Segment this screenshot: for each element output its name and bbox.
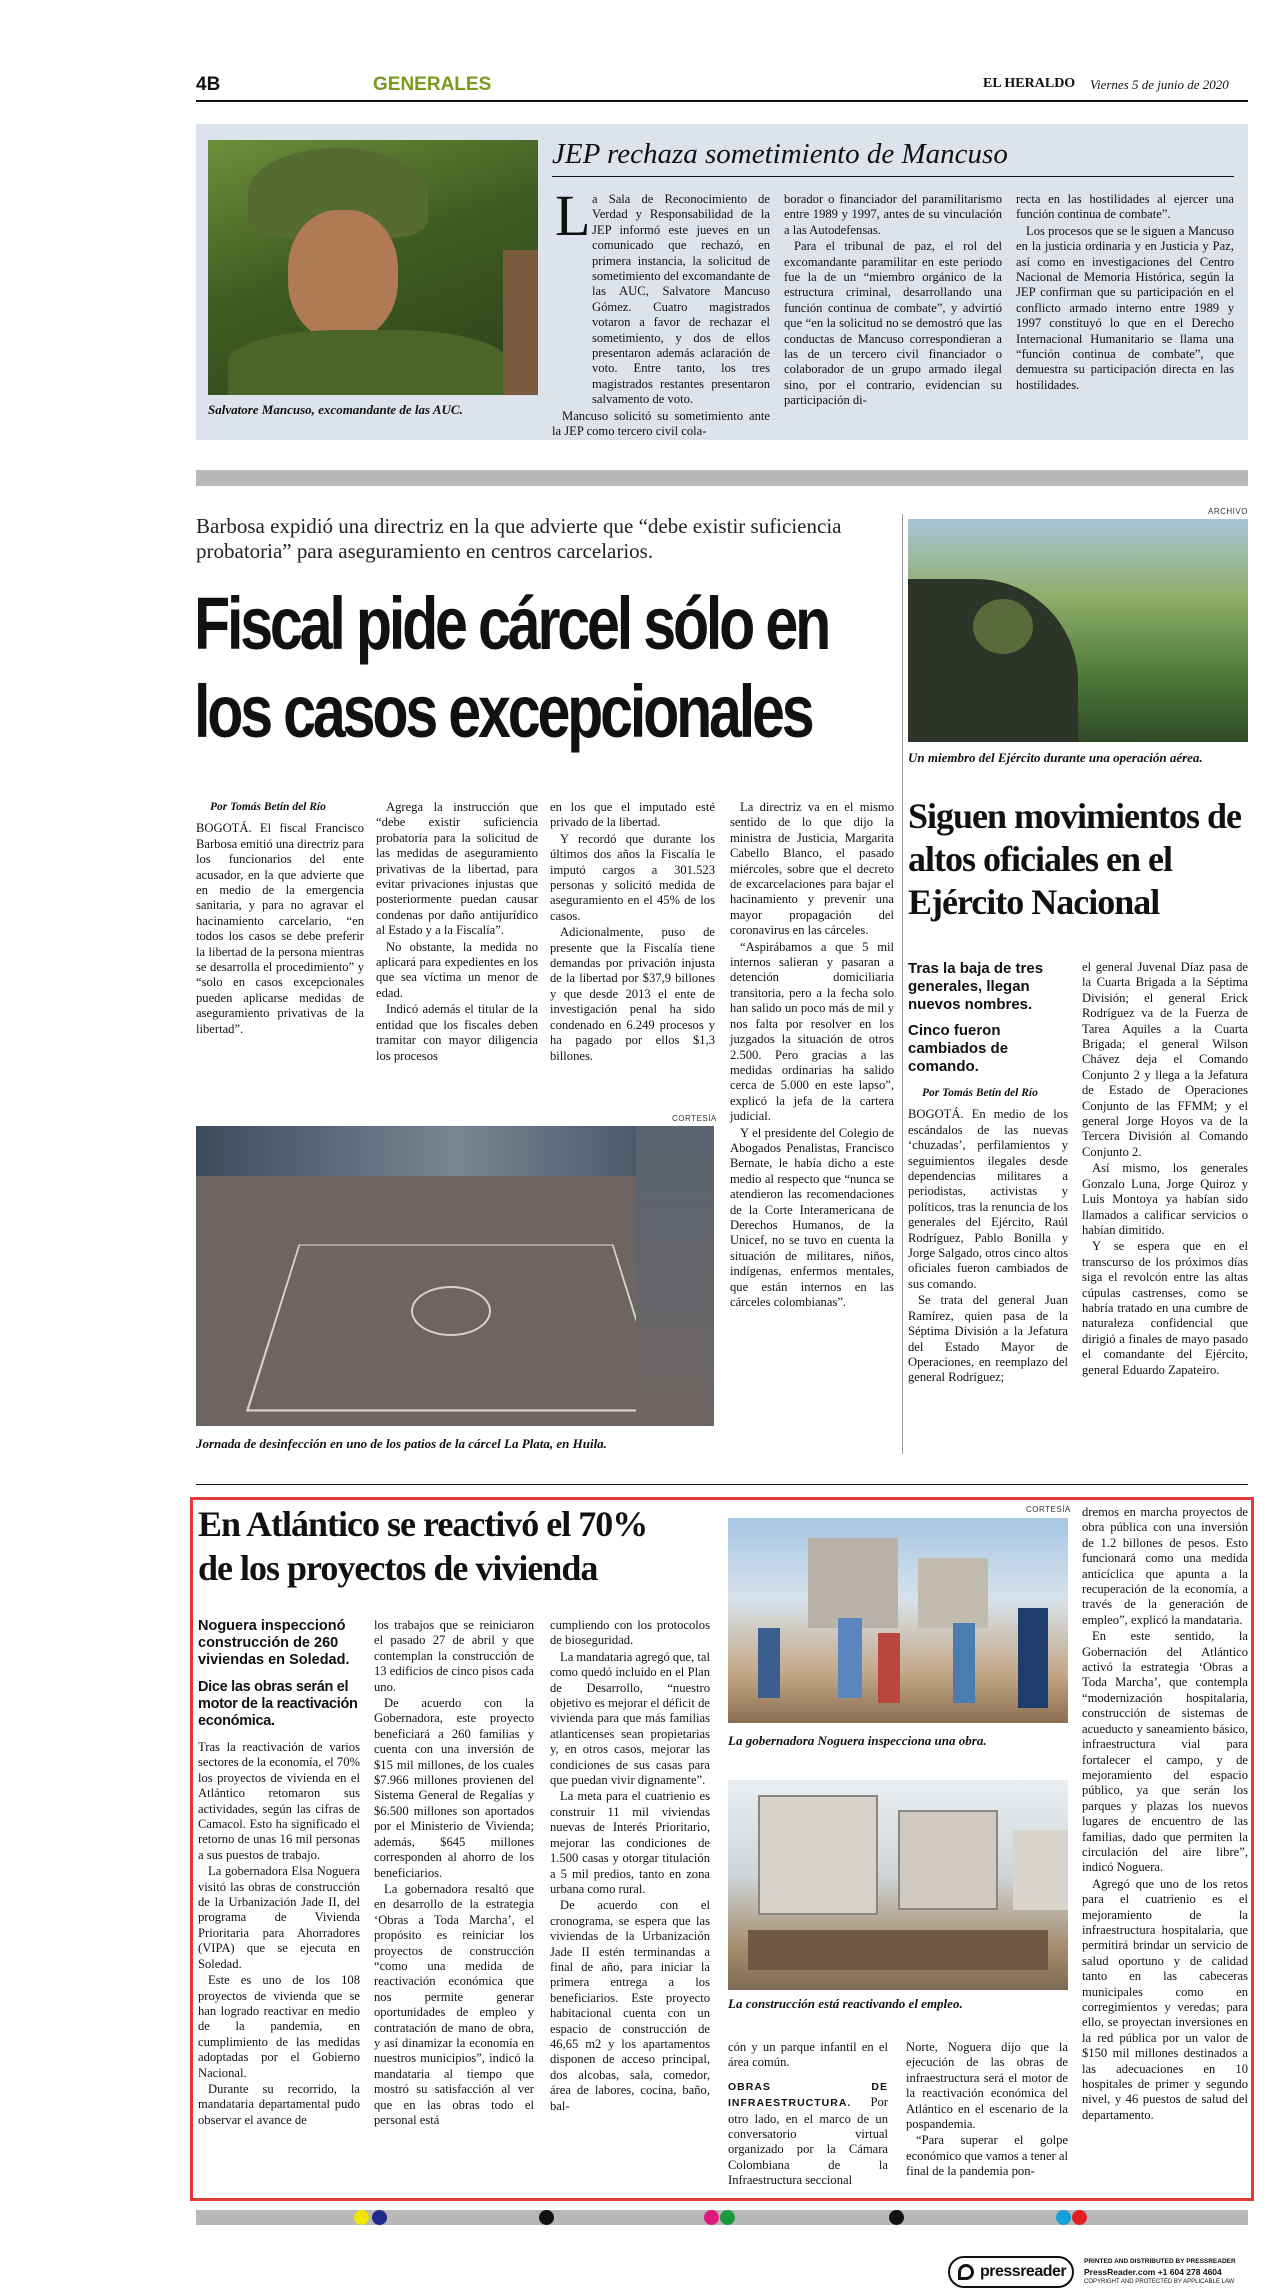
mancuso-photo (208, 140, 538, 395)
atlantico-col6-p3: Agregó que uno de los retos para el cuatrienio es el mejoramiento de la infraestructura hospitalaria, que permitirá brindar un servicio de salud oportuno y de calidad tanto en las cabeceras municipales como en corregimientos y veredas; para ello, se proyectan inversiones en la red pública por un valor de $150 mil millones destinados a las adecuaciones en 10 hospitales de primer y segundo nivel, y 46 puestos de salud del departamento. (1082, 1876, 1248, 2122)
pressreader-line1: PRINTED AND DISTRIBUTED BY PRESSREADER (1084, 2258, 1236, 2265)
jep-dropcap: L (555, 183, 591, 248)
pressreader-icon (958, 2264, 974, 2280)
atlantico-col3-p1: cumpliendo con los protocolos de bioseguridad. (550, 1618, 710, 1648)
atlantico-col3-p2: La mandataria agregó que, tal como quedó incluido en el Plan de Desarrollo, “nuestro objetivo es mejorar el déficit de vivienda para que más familias atlanticenses sean propietarias y, en otros casos, mejorar las condiciones de sus casas para que puedan vivir dignamente”. (550, 1649, 710, 1788)
fiscal-col-1 (196, 800, 364, 1100)
atlantico-col4-text: Por otro lado, en el marco de un conversatorio virtual organizado por la Cámara Colombiana de la Infraestructura seccional (728, 2095, 888, 2188)
fiscal-byline: Por Tomás Betín del Río (210, 801, 326, 813)
army-col2-p1: el general Juvenal Díaz pasa de la Cuarta Brigada a la Séptima División; el general Erick Rodríguez va de la Fuerza de Tarea Aquiles a la Cuarta Brigada; el general Wilson Chávez deja el Comando Conjunto 2 y llega a la Jefatura de Estado de Operaciones Conjunto de las FFMM; y el general Jorge Hoyos va de la Tercera División al Comando Conjunto 2. (1082, 960, 1248, 1159)
person-shape-5 (1018, 1608, 1048, 1708)
atlantico-headline-2: de los proyectos de vivienda (198, 1548, 598, 1588)
army-caption: Un miembro del Ejército durante una operación aérea. (908, 750, 1203, 765)
pressreader-logo: pressreader (980, 2263, 1067, 2280)
governor-caption: La gobernadora Noguera inspecciona una obra. (728, 1733, 987, 1748)
jep-caption: Salvatore Mancuso, excomandante de las AUC. (208, 402, 463, 417)
army-sub1: Tras la baja de tres generales, llegan nuevos nombres. (908, 960, 1044, 1013)
page-number: 4B (196, 74, 221, 95)
atlantico-col4-p1: cón y un parque infantil en el área común. (728, 2040, 888, 2070)
section-divider-bar (196, 470, 1248, 486)
construction-photo (728, 1780, 1068, 1990)
jep-col3-p1: recta en las hostilidades al ejercer una función continua de combate”. (1016, 192, 1234, 222)
jep-col2-p2: Para el tribunal de paz, el rol del excomandante paramilitar en este periodo fue la de un “miembro orgánico de la estructura criminal, desarrollando una función continua de combate”, y advirtió que “en la solicitud no se demostró que las conductas de Mancuso correspondieran a las de un tercero civil financiador o colaborador de un grupo armado ilegal sino, por el contrario, evidencian su participación di- (784, 239, 1002, 408)
prison-center-circle (411, 1286, 491, 1336)
atlantico-col3-p3: La meta para el cuatrienio es construir 11 mil viviendas nuevas de Interés Prioritario, mejorar las condiciones de 1.500 casas y otorgar titulación a 5 mil predios, tanto en zona urbana como rural. (550, 1789, 710, 1896)
army-photo-credit: ARCHIVO (1208, 507, 1248, 516)
atlantico-col4-subhead: OBRAS DE INFRAESTRUCTURA. (728, 2080, 888, 2110)
jep-col2-p1: borador o financiador del paramilitarismo entre 1989 y 1997, antes de su vinculación a las Autodefensas. (784, 192, 1002, 237)
fiscal-col-2 (376, 800, 538, 1100)
person-shape-1 (758, 1628, 780, 1698)
jep-headline-rule (552, 176, 1234, 177)
face-shape (288, 210, 398, 340)
jep-headline: JEP rechaza sometimiento de Mancuso (552, 138, 1008, 170)
jep-col3-p2: Los procesos que se le siguen a Mancuso en la justicia ordinaria y en Justicia y Paz, así como en investigaciones del Centro Nacional de Memoria Histórica, según la JEP confirman que su participación en el conflicto armado interno entre 1989 y 1997 constituyó lo que en el Derecho Internacional Humanitario se llama una “función continua de combate”, que demuestra su participación directa en las hostilidades. (1016, 223, 1234, 392)
jep-col-3 (1016, 192, 1234, 432)
registration-dot-black-2 (889, 2210, 904, 2225)
atlantico-col2-p2: De acuerdo con la Gobernadora, este proyecto beneficiará a 260 familias y cuenta con una inversión de $15 mil millones, de los cuales $7.966 millones provienen del Sistema General de Regalías y $6.500 millones son aportados por el Ministerio de Vivienda; además, $645 millones corresponden al ahorro de los beneficiarios. (374, 1696, 534, 1880)
pressreader-line3: COPYRIGHT AND PROTECTED BY APPLICABLE LAW (1084, 2279, 1235, 2285)
army-byline: Por Tomás Betín del Río (922, 1087, 1038, 1099)
construction-building-2 (898, 1810, 998, 1910)
fiscal-headline-1: Fiscal pide cárcel sólo en (194, 582, 829, 665)
atlantico-sub2: Dice las obras serán el motor de la reactivación económica. (198, 1679, 358, 1729)
registration-dot-green (720, 2210, 735, 2225)
atlantico-col-3 (550, 1618, 710, 2198)
fiscal-col2-p1: Agrega la instrucción que “debe existir suficiencia probatoria para la solicitud de las medidas de aseguramiento privativas de la libertad, para evitar privaciones injustas que posteriormente puedan causar condenas por daño antijurídico al Estado y a la Fiscalía”. (376, 800, 538, 938)
army-helicopter-photo (908, 519, 1248, 742)
registration-dot-black-1 (539, 2210, 554, 2225)
registration-dot-yellow (354, 2210, 369, 2225)
fiscal-headline-2: los casos excepcionales (194, 670, 812, 753)
army-headline: Siguen movimientos de altos oficiales en el Ejército Nacional (908, 796, 1242, 922)
atlantico-headline-1: En Atlántico se reactivó el 70% (198, 1504, 648, 1544)
atlantico-col1-p1: Tras la reactivación de varios sectores de la economía, el 70% los proyectos de vivienda en el Atlántico retomaron sus actividades, según las cifras de Camacol. Esto ha significado el retorno de unas 16 mil personas a sus puestos de trabajo. (198, 1740, 360, 1862)
atlantico-col1-p3: Este es uno de los 108 proyectos de vivienda que se han logrado reactivar en medio de la pandemia, en cumplimiento de las medidas adoptadas por el Gobierno Nacional. (198, 1973, 360, 2080)
fiscal-col2-p3: Indicó además el titular de la entidad que los fiscales deben tramitar con mayor diligencia los procesos (376, 1002, 538, 1063)
building-shape-2 (918, 1558, 988, 1628)
atlantico-col-1 (198, 1618, 360, 2198)
registration-dot-magenta (704, 2210, 719, 2225)
registration-dot-blue (372, 2210, 387, 2225)
fiscal-col2-p2: No obstante, la medida no aplicará para expedientes en los que sea víctima un menor de edad. (376, 939, 538, 1000)
mid-page-rule (196, 1484, 1248, 1485)
fiscal-col4-p2: “Aspirábamos a que 5 mil internos salieran y pasaran a detención domiciliaria transitoria, pero a la fecha solo han salido un poco más de mil y nos falta por resolver en los juzgados la situación de otros 2.500. Pero gracias a las medidas ordinarias ha salido cerca de 5.000 en este lapso”, explicó la jefa de la cartera judicial. (730, 939, 894, 1124)
fiscal-kicker: Barbosa expidió una directriz en la que advierte que “debe existir suficiencia probatoria” para aseguramiento en centros carcelarios. (196, 514, 842, 563)
atlantico-col4-p2 (728, 2079, 888, 2189)
fiscal-col4-p3: Y el presidente del Colegio de Abogados Penalistas, Francisco Bernate, le había dicho a este medio al respecto que “nunca se atendieron las recomendaciones de la Corte Interamericana de Derechos Humanos, de la Unicef, no se tuvo en cuenta la situación de militares, niños, indígenas, enfermos mentales, que están internos en las cárceles colombianas”. (730, 1125, 894, 1309)
atlantico-col2-p1: los trabajos que se reiniciaron el pasado 27 de abril y que contemplan la construcción de 13 edificios de cinco pisos cada uno. (374, 1618, 534, 1694)
construction-caption: La construcción está reactivando el empleo. (728, 1996, 963, 2011)
person-right-shape (503, 250, 538, 395)
fiscal-col4-p1: La directriz va en el mismo sentido de lo que dijo la ministra de Justicia, Margarita Cabello Blanco, el pasado miércoles, sobre que el decreto de excarcelaciones para bajar el hacinamiento y prevenir una mayor propagación del coronavirus en las cárceles. (730, 800, 894, 938)
fiscal-vertical-rule (902, 514, 903, 1454)
atlantico-col6-p1: dremos en marcha proyectos de obra pública con una inversión de 1.2 billones de pesos. Esto funcionará como una medida anticíclica que apunta a la recuperación de la economía, a través de la generación de empleo”, explicó la mandataria. (1082, 1505, 1248, 1627)
prison-caption: Jornada de desinfección en uno de los patios de la cárcel La Plata, en Huila. (196, 1436, 607, 1451)
registration-dot-cyan (1056, 2210, 1071, 2225)
atlantico-col6-p2: En este sentido, la Gobernación del Atlántico activó la estrategia ‘Obras a Toda Marcha’, que contempla “modernización hospitalaria, construcción de sistemas de acueducto y saneamiento básico, infraestructura vial para fortalecer el campo, y de mejoramiento del espacio público, ya que serán los parques y plazas los nuevos lugares de encuentro de las familias, dado que permiten la circulación del aire libre”, indicó Noguera. (1082, 1629, 1248, 1875)
section-name: GENERALES (373, 74, 492, 95)
fiscal-col3-p3: Adicionalmente, puso de presente que la Fiscalía tiene demandas por privación injusta de la libertad por $37,9 billones y que desde 2013 el ente de investigación penal ha sido condenado en 6.249 procesos y ha pagado por ellos $1,3 billones. (550, 925, 715, 1063)
header-rule (196, 100, 1248, 102)
person-shape-2 (838, 1618, 862, 1698)
uniform-shape (228, 330, 508, 395)
atlantico-col1-p4: Durante su recorrido, la mandataria departamental pudo observar el avance de (198, 2081, 360, 2127)
army-sub2: Cinco fueron cambiados de comando. (908, 1022, 1009, 1075)
prison-wall-right (636, 1126, 714, 1426)
pressreader-line2: PressReader.com +1 604 278 4604 (1084, 2267, 1222, 2277)
army-col2-p2: Así mismo, los generales Gonzalo Luna, Jorge Quiroz y Luis Montoya ya habían sido llamados a calificar servicios o habían dimitido. (1082, 1161, 1248, 1237)
atlantico-col-4 (728, 2040, 888, 2200)
jep-col1-p2: Mancuso solicitó su sometimiento ante la JEP como tercero civil cola- (552, 408, 770, 439)
helmet-shape (973, 599, 1033, 654)
construction-building-1 (758, 1795, 878, 1915)
prison-photo-credit: CORTESÍA (672, 1114, 717, 1123)
atlantico-col-5 (906, 2040, 1068, 2200)
atlantico-col-2 (374, 1618, 534, 2198)
governor-photo (728, 1518, 1068, 1723)
prison-yard-photo (196, 1126, 714, 1426)
issue-date: Viernes 5 de junio de 2020 (1090, 77, 1229, 92)
jep-col-1 (552, 192, 771, 439)
army-col-1 (908, 960, 1068, 1450)
fiscal-col1-p1: BOGOTÁ. El fiscal Francisco Barbosa emitió una directriz para los funcionarios del ente acusador, en la que advierte que en medio de la emergencia sanitaria, y para no agravar el hacinamiento carcelario, “en todos los casos se debe preferir la libertad de la persona mientras se desarrolla el procedimiento” y “solo en casos excepcionales pueden aplicarse medidas de aseguramiento privativas de la libertad”. (196, 821, 364, 1036)
jep-col-2 (784, 192, 1002, 432)
person-shape-4 (953, 1623, 975, 1703)
jep-col1-p1: a Sala de Reconocimiento de Verdad y Responsabilidad de la JEP informó este jueves en un comunicado que rechazó, en primera instancia, la solicitud de sometimiento del excomandante de las AUC, Salvatore Mancuso Gómez. Cuatro magistrados votaron a favor de rechazar el sometimiento, y dos de ellos presentaron además aclaración de voto. Entre tanto, los tres magistrados restantes presentaron salvamento de voto. (592, 192, 771, 407)
atlantico-col2-p3: La gobernadora resaltó que en desarrollo de la estrategia ‘Obras a Toda Marcha’, el propósito es reiniciar los proyectos de construcción “como una medida de reactivación económica que nos permite generar oportunidades de empleo y contratación de mano de obra, y así dinamizar la economía en nuestros municipios”, indicó la mandataria al tiempo que mostró su satisfacción al ver que en las obras todo el personal está (374, 1881, 534, 2127)
construction-building-3 (1013, 1830, 1068, 1910)
construction-trench (748, 1930, 1048, 1970)
fiscal-col3-p1: en los que el imputado esté privado de la libertad. (550, 800, 715, 830)
army-col1-p1: BOGOTÁ. En medio de los escándalos de las nuevas ‘chuzadas’, perfilamientos y seguimientos ilegales desde dependencias militares a periodistas, activistas y políticos, tras la renuncia de los generales del Ejército, Raúl Rodríguez, Pablo Bonilla y Jorge Salgado, otros cinco altos oficiales fueron cambiados de sus comando. (908, 1107, 1068, 1291)
atlantico-col1-p2: La gobernadora Elsa Noguera visitó las obras de construcción de la Urbanización Jade II, del programa de Vivienda Prioritaria para Ahorradores (VIPA) que se ejecuta en Soledad. (198, 1864, 360, 1971)
army-col-2 (1082, 960, 1248, 1450)
person-shape-3 (878, 1633, 900, 1703)
atlantico-col-6 (1082, 1505, 1248, 2200)
building-shape-1 (808, 1538, 898, 1628)
atlantico-photo-credit: CORTESÍA (1026, 1505, 1071, 1514)
atlantico-col5-p1: Norte, Noguera dijo que la ejecución de las obras de infraestructura será el motor de la reactivación económica del Atlántico en el escenario de la pospandemia. (906, 2040, 1068, 2132)
army-col1-p2: Se trata del general Juan Ramírez, quien pasa de la Séptima División a la Jefatura del Estado Mayor de Operaciones, en reemplazo del general Rodríguez; (908, 1293, 1068, 1385)
atlantico-sub1: Noguera inspeccionó construcción de 260 viviendas en Soledad. (198, 1618, 350, 1668)
atlantico-col3-p4: De acuerdo con el cronograma, se espera que las viviendas de la Urbanización Jade II estén terminandas a final de año, para iniciar la primera entrega a los beneficiarios. Este proyecto habitacional cuenta con un espacio de construcción de 46,65 m2 y los apartamentos disponen de acceso principal, dos alcobas, sala, comedor, área de labores, cocina, baño, bal- (550, 1898, 710, 2113)
masthead: EL HERALDO (983, 76, 1076, 91)
atlantico-col5-p2: “Para superar el golpe económico que vamos a tener al final de la pandemia pon- (906, 2133, 1068, 2179)
registration-dot-red (1072, 2210, 1087, 2225)
fiscal-col3-p2: Y recordó que durante los últimos dos años la Fiscalía le imputó cargos a 301.523 personas y solicitó medida de aseguramiento en el 45% de los casos. (550, 831, 715, 923)
fiscal-col-3 (550, 800, 715, 1100)
army-col2-p3: Y se espera que en el transcurso de los próximos días siga el revolcón entre las altas cúpulas castrenses, como se habría tratado en una cumbre de naturaleza confidencial que dirigió a finales de mayo pasado el comandante del Ejército, general Eduardo Zapateiro. (1082, 1239, 1248, 1377)
fiscal-col-4 (730, 800, 894, 1450)
pressreader-badge (948, 2256, 1074, 2288)
